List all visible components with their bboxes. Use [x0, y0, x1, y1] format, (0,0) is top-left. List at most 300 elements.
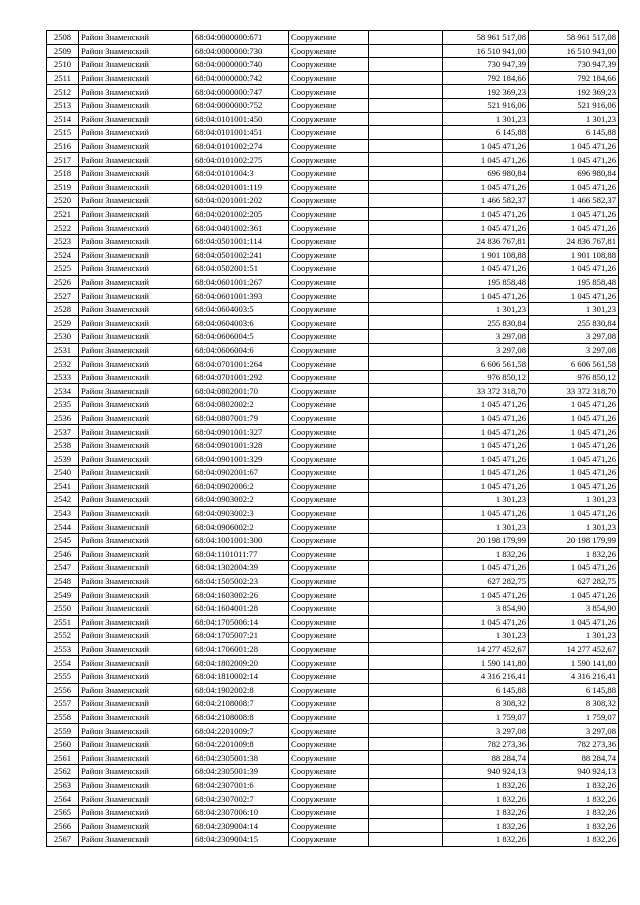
- cadastral-number: 68:04:0701001:264: [193, 357, 289, 371]
- object-type: Сооружение: [289, 615, 369, 629]
- empty-cell: [369, 153, 443, 167]
- total-amount: 1 045 471,26: [529, 180, 619, 194]
- total-amount: 1 045 471,26: [529, 221, 619, 235]
- district-name: Район Знаменский: [79, 751, 193, 765]
- cadastral-number: 68:04:0604003:5: [193, 302, 289, 316]
- row-number: 2532: [47, 357, 79, 371]
- empty-cell: [369, 833, 443, 847]
- object-type: Сооружение: [289, 425, 369, 439]
- district-name: Район Знаменский: [79, 316, 193, 330]
- value-amount: 521 916,06: [443, 98, 529, 112]
- object-type: Сооружение: [289, 166, 369, 180]
- total-amount: 1 832,26: [529, 792, 619, 806]
- object-type: Сооружение: [289, 533, 369, 547]
- row-number: 2530: [47, 330, 79, 344]
- object-type: Сооружение: [289, 737, 369, 751]
- cadastral-number: 68:04:2305001:38: [193, 751, 289, 765]
- row-number: 2519: [47, 180, 79, 194]
- district-name: Район Знаменский: [79, 520, 193, 534]
- cadastral-number: 68:04:2201009:7: [193, 724, 289, 738]
- value-amount: 1 045 471,26: [443, 180, 529, 194]
- object-type: Сооружение: [289, 547, 369, 561]
- object-type: Сооружение: [289, 126, 369, 140]
- empty-cell: [369, 398, 443, 412]
- row-number: 2557: [47, 697, 79, 711]
- value-amount: 58 961 517,08: [443, 31, 529, 45]
- total-amount: 1 045 471,26: [529, 289, 619, 303]
- total-amount: 1 045 471,26: [529, 452, 619, 466]
- district-name: Район Знаменский: [79, 234, 193, 248]
- total-amount: 255 830,84: [529, 316, 619, 330]
- cadastral-number: 68:04:0807001:79: [193, 411, 289, 425]
- table-body: [47, 31, 619, 847]
- district-name: Район Знаменский: [79, 112, 193, 126]
- district-name: Район Знаменский: [79, 710, 193, 724]
- empty-cell: [369, 275, 443, 289]
- district-name: Район Знаменский: [79, 31, 193, 45]
- empty-cell: [369, 411, 443, 425]
- total-amount: 1 045 471,26: [529, 438, 619, 452]
- object-type: Сооружение: [289, 302, 369, 316]
- district-name: Район Знаменский: [79, 805, 193, 819]
- total-amount: 24 836 767,81: [529, 234, 619, 248]
- table-row: [47, 275, 619, 289]
- district-name: Район Знаменский: [79, 479, 193, 493]
- row-number: 2539: [47, 452, 79, 466]
- object-type: Сооружение: [289, 262, 369, 276]
- empty-cell: [369, 629, 443, 643]
- row-number: 2551: [47, 615, 79, 629]
- row-number: 2556: [47, 683, 79, 697]
- district-name: Район Знаменский: [79, 248, 193, 262]
- empty-cell: [369, 98, 443, 112]
- value-amount: 33 372 318,70: [443, 384, 529, 398]
- object-type: Сооружение: [289, 466, 369, 480]
- row-number: 2535: [47, 398, 79, 412]
- district-name: Район Знаменский: [79, 289, 193, 303]
- empty-cell: [369, 778, 443, 792]
- object-type: Сооружение: [289, 724, 369, 738]
- value-amount: 1 832,26: [443, 833, 529, 847]
- empty-cell: [369, 357, 443, 371]
- table-row: [47, 425, 619, 439]
- cadastral-number: 68:04:0101004:3: [193, 166, 289, 180]
- empty-cell: [369, 561, 443, 575]
- object-type: Сооружение: [289, 411, 369, 425]
- row-number: 2522: [47, 221, 79, 235]
- cadastral-number: 68:04:0201001:119: [193, 180, 289, 194]
- row-number: 2525: [47, 262, 79, 276]
- row-number: 2540: [47, 466, 79, 480]
- table-row: [47, 438, 619, 452]
- table-row: [47, 697, 619, 711]
- table-row: [47, 601, 619, 615]
- empty-cell: [369, 343, 443, 357]
- cadastral-number: 68:04:0401002:361: [193, 221, 289, 235]
- district-name: Район Знаменский: [79, 765, 193, 779]
- empty-cell: [369, 792, 443, 806]
- value-amount: 1 301,23: [443, 112, 529, 126]
- empty-cell: [369, 615, 443, 629]
- row-number: 2520: [47, 194, 79, 208]
- total-amount: 3 854,90: [529, 601, 619, 615]
- object-type: Сооружение: [289, 493, 369, 507]
- object-type: Сооружение: [289, 751, 369, 765]
- cadastral-number: 68:04:0201001:202: [193, 194, 289, 208]
- cadastral-number: 68:04:1505002:23: [193, 574, 289, 588]
- object-type: Сооружение: [289, 792, 369, 806]
- table-row: [47, 194, 619, 208]
- row-number: 2548: [47, 574, 79, 588]
- row-number: 2554: [47, 656, 79, 670]
- table-row: [47, 357, 619, 371]
- object-type: Сооружение: [289, 85, 369, 99]
- object-type: Сооружение: [289, 44, 369, 58]
- cadastral-number: 68:04:1706001:28: [193, 642, 289, 656]
- table-row: [47, 126, 619, 140]
- cadastral-number: 68:04:1705007:21: [193, 629, 289, 643]
- district-name: Район Знаменский: [79, 71, 193, 85]
- total-amount: 1 832,26: [529, 778, 619, 792]
- table-row: [47, 153, 619, 167]
- district-name: Район Знаменский: [79, 601, 193, 615]
- row-number: 2512: [47, 85, 79, 99]
- total-amount: 16 510 941,00: [529, 44, 619, 58]
- district-name: Район Знаменский: [79, 384, 193, 398]
- district-name: Район Знаменский: [79, 44, 193, 58]
- cadastral-number: 68:04:1302004:39: [193, 561, 289, 575]
- table-row: [47, 574, 619, 588]
- row-number: 2527: [47, 289, 79, 303]
- empty-cell: [369, 724, 443, 738]
- cadastral-number: 68:04:2108008:7: [193, 697, 289, 711]
- value-amount: 1 045 471,26: [443, 506, 529, 520]
- object-type: Сооружение: [289, 765, 369, 779]
- total-amount: 1 045 471,26: [529, 466, 619, 480]
- total-amount: 1 045 471,26: [529, 411, 619, 425]
- table-row: [47, 139, 619, 153]
- value-amount: 1 759,07: [443, 710, 529, 724]
- empty-cell: [369, 601, 443, 615]
- total-amount: 940 924,13: [529, 765, 619, 779]
- empty-cell: [369, 370, 443, 384]
- table-row: [47, 234, 619, 248]
- object-type: Сооружение: [289, 194, 369, 208]
- empty-cell: [369, 221, 443, 235]
- empty-cell: [369, 533, 443, 547]
- row-number: 2508: [47, 31, 79, 45]
- row-number: 2526: [47, 275, 79, 289]
- value-amount: 8 308,32: [443, 697, 529, 711]
- cadastral-number: 68:04:0101001:450: [193, 112, 289, 126]
- row-number: 2536: [47, 411, 79, 425]
- cadastral-number: 68:04:0000000:740: [193, 58, 289, 72]
- empty-cell: [369, 819, 443, 833]
- row-number: 2549: [47, 588, 79, 602]
- total-amount: 1 045 471,26: [529, 588, 619, 602]
- cadastral-number: 68:04:2305001:39: [193, 765, 289, 779]
- table-row: [47, 833, 619, 847]
- value-amount: 1 045 471,26: [443, 588, 529, 602]
- cadastral-number: 68:04:2307002:7: [193, 792, 289, 806]
- empty-cell: [369, 656, 443, 670]
- district-name: Район Знаменский: [79, 533, 193, 547]
- cadastral-number: 68:04:0701001:292: [193, 370, 289, 384]
- district-name: Район Знаменский: [79, 452, 193, 466]
- total-amount: 782 273,36: [529, 737, 619, 751]
- total-amount: 1 901 108,88: [529, 248, 619, 262]
- row-number: 2565: [47, 805, 79, 819]
- value-amount: 1 466 582,37: [443, 194, 529, 208]
- object-type: Сооружение: [289, 384, 369, 398]
- cadastral-number: 68:04:0901001:329: [193, 452, 289, 466]
- value-amount: 3 854,90: [443, 601, 529, 615]
- total-amount: 1 045 471,26: [529, 561, 619, 575]
- district-name: Район Знаменский: [79, 778, 193, 792]
- table-row: [47, 452, 619, 466]
- table-row: [47, 71, 619, 85]
- object-type: Сооружение: [289, 452, 369, 466]
- total-amount: 1 759,07: [529, 710, 619, 724]
- table-row: [47, 615, 619, 629]
- value-amount: 1 045 471,26: [443, 561, 529, 575]
- object-type: Сооружение: [289, 58, 369, 72]
- value-amount: 627 282,75: [443, 574, 529, 588]
- cadastral-number: 68:04:1101011:77: [193, 547, 289, 561]
- cadastral-number: 68:04:0101001:451: [193, 126, 289, 140]
- district-name: Район Знаменский: [79, 615, 193, 629]
- empty-cell: [369, 126, 443, 140]
- value-amount: 20 198 179,99: [443, 533, 529, 547]
- table-row: [47, 669, 619, 683]
- total-amount: 3 297,08: [529, 330, 619, 344]
- table-row: [47, 343, 619, 357]
- row-number: 2529: [47, 316, 79, 330]
- table-row: [47, 31, 619, 45]
- object-type: Сооружение: [289, 697, 369, 711]
- cadastral-number: 68:04:0604003:6: [193, 316, 289, 330]
- value-amount: 88 284,74: [443, 751, 529, 765]
- value-amount: 1 301,23: [443, 493, 529, 507]
- row-number: 2563: [47, 778, 79, 792]
- cadastral-number: 68:04:1001001:300: [193, 533, 289, 547]
- table-row: [47, 289, 619, 303]
- object-type: Сооружение: [289, 833, 369, 847]
- row-number: 2546: [47, 547, 79, 561]
- table-row: [47, 765, 619, 779]
- empty-cell: [369, 112, 443, 126]
- row-number: 2513: [47, 98, 79, 112]
- district-name: Район Знаменский: [79, 180, 193, 194]
- value-amount: 1 301,23: [443, 302, 529, 316]
- district-name: Район Знаменский: [79, 833, 193, 847]
- table-row: [47, 520, 619, 534]
- total-amount: 1 045 471,26: [529, 425, 619, 439]
- value-amount: 24 836 767,81: [443, 234, 529, 248]
- table-row: [47, 751, 619, 765]
- empty-cell: [369, 234, 443, 248]
- cadastral-number: 68:04:2309004:14: [193, 819, 289, 833]
- value-amount: 1 832,26: [443, 778, 529, 792]
- object-type: Сооружение: [289, 98, 369, 112]
- empty-cell: [369, 737, 443, 751]
- district-name: Район Знаменский: [79, 792, 193, 806]
- row-number: 2547: [47, 561, 79, 575]
- cadastral-number: 68:04:0902006:2: [193, 479, 289, 493]
- district-name: Район Знаменский: [79, 58, 193, 72]
- table-row: [47, 642, 619, 656]
- row-number: 2550: [47, 601, 79, 615]
- total-amount: 1 301,23: [529, 302, 619, 316]
- table-row: [47, 302, 619, 316]
- empty-cell: [369, 805, 443, 819]
- empty-cell: [369, 642, 443, 656]
- table-row: [47, 683, 619, 697]
- value-amount: 1 045 471,26: [443, 452, 529, 466]
- object-type: Сооружение: [289, 778, 369, 792]
- object-type: Сооружение: [289, 819, 369, 833]
- empty-cell: [369, 438, 443, 452]
- cadastral-number: 68:04:0901001:327: [193, 425, 289, 439]
- value-amount: 1 045 471,26: [443, 425, 529, 439]
- row-number: 2528: [47, 302, 79, 316]
- value-amount: 1 301,23: [443, 629, 529, 643]
- district-name: Район Знаменский: [79, 737, 193, 751]
- cadastral-number: 68:04:2201009:8: [193, 737, 289, 751]
- object-type: Сооружение: [289, 398, 369, 412]
- empty-cell: [369, 425, 443, 439]
- object-type: Сооружение: [289, 112, 369, 126]
- table-row: [47, 737, 619, 751]
- cadastral-number: 68:04:0000000:752: [193, 98, 289, 112]
- district-name: Район Знаменский: [79, 629, 193, 643]
- total-amount: 1 045 471,26: [529, 153, 619, 167]
- table-row: [47, 85, 619, 99]
- district-name: Район Знаменский: [79, 98, 193, 112]
- empty-cell: [369, 85, 443, 99]
- table-row: [47, 207, 619, 221]
- row-number: 2531: [47, 343, 79, 357]
- table-row: [47, 792, 619, 806]
- row-number: 2555: [47, 669, 79, 683]
- row-number: 2518: [47, 166, 79, 180]
- table-row: [47, 58, 619, 72]
- table-row: [47, 778, 619, 792]
- row-number: 2562: [47, 765, 79, 779]
- total-amount: 1 045 471,26: [529, 262, 619, 276]
- table-row: [47, 330, 619, 344]
- total-amount: 1 301,23: [529, 493, 619, 507]
- value-amount: 1 045 471,26: [443, 479, 529, 493]
- total-amount: 3 297,08: [529, 724, 619, 738]
- total-amount: 1 045 471,26: [529, 398, 619, 412]
- value-amount: 976 850,12: [443, 370, 529, 384]
- total-amount: 4 316 216,41: [529, 669, 619, 683]
- total-amount: 6 145,88: [529, 126, 619, 140]
- total-amount: 1 832,26: [529, 547, 619, 561]
- empty-cell: [369, 316, 443, 330]
- cadastral-number: 68:04:0501001:114: [193, 234, 289, 248]
- empty-cell: [369, 697, 443, 711]
- row-number: 2552: [47, 629, 79, 643]
- table-row: [47, 411, 619, 425]
- row-number: 2559: [47, 724, 79, 738]
- row-number: 2521: [47, 207, 79, 221]
- row-number: 2511: [47, 71, 79, 85]
- district-name: Район Знаменский: [79, 262, 193, 276]
- empty-cell: [369, 547, 443, 561]
- empty-cell: [369, 384, 443, 398]
- empty-cell: [369, 207, 443, 221]
- cadastral-number: 68:04:1810002:14: [193, 669, 289, 683]
- object-type: Сооружение: [289, 153, 369, 167]
- cadastral-number: 68:04:2307001:6: [193, 778, 289, 792]
- district-name: Район Знаменский: [79, 547, 193, 561]
- cadastral-number: 68:04:0000000:730: [193, 44, 289, 58]
- row-number: 2516: [47, 139, 79, 153]
- table-row: [47, 466, 619, 480]
- empty-cell: [369, 289, 443, 303]
- empty-cell: [369, 683, 443, 697]
- total-amount: 14 277 452,67: [529, 642, 619, 656]
- object-type: Сооружение: [289, 289, 369, 303]
- object-type: Сооружение: [289, 71, 369, 85]
- value-amount: 782 273,36: [443, 737, 529, 751]
- total-amount: 1 301,23: [529, 629, 619, 643]
- empty-cell: [369, 330, 443, 344]
- value-amount: 6 606 561,58: [443, 357, 529, 371]
- row-number: 2561: [47, 751, 79, 765]
- district-name: Район Знаменский: [79, 221, 193, 235]
- value-amount: 1 045 471,26: [443, 615, 529, 629]
- district-name: Район Знаменский: [79, 697, 193, 711]
- table-row: [47, 561, 619, 575]
- total-amount: 58 961 517,08: [529, 31, 619, 45]
- district-name: Район Знаменский: [79, 330, 193, 344]
- district-name: Район Знаменский: [79, 126, 193, 140]
- total-amount: 1 045 471,26: [529, 506, 619, 520]
- cadastral-number: 68:04:0502001:51: [193, 262, 289, 276]
- empty-cell: [369, 588, 443, 602]
- value-amount: 1 045 471,26: [443, 398, 529, 412]
- row-number: 2553: [47, 642, 79, 656]
- object-type: Сооружение: [289, 629, 369, 643]
- object-type: Сооружение: [289, 438, 369, 452]
- value-amount: 1 045 471,26: [443, 221, 529, 235]
- total-amount: 3 297,08: [529, 343, 619, 357]
- district-name: Район Знаменский: [79, 275, 193, 289]
- total-amount: 88 284,74: [529, 751, 619, 765]
- total-amount: 627 282,75: [529, 574, 619, 588]
- object-type: Сооружение: [289, 601, 369, 615]
- empty-cell: [369, 452, 443, 466]
- total-amount: 20 198 179,99: [529, 533, 619, 547]
- value-amount: 1 590 141,80: [443, 656, 529, 670]
- cadastral-number: 68:04:0101002:274: [193, 139, 289, 153]
- total-amount: 6 606 561,58: [529, 357, 619, 371]
- row-number: 2560: [47, 737, 79, 751]
- district-name: Район Знаменский: [79, 683, 193, 697]
- object-type: Сооружение: [289, 357, 369, 371]
- object-type: Сооружение: [289, 343, 369, 357]
- value-amount: 792 184,66: [443, 71, 529, 85]
- table-row: [47, 370, 619, 384]
- object-type: Сооружение: [289, 207, 369, 221]
- object-type: Сооружение: [289, 275, 369, 289]
- row-number: 2523: [47, 234, 79, 248]
- empty-cell: [369, 180, 443, 194]
- row-number: 2515: [47, 126, 79, 140]
